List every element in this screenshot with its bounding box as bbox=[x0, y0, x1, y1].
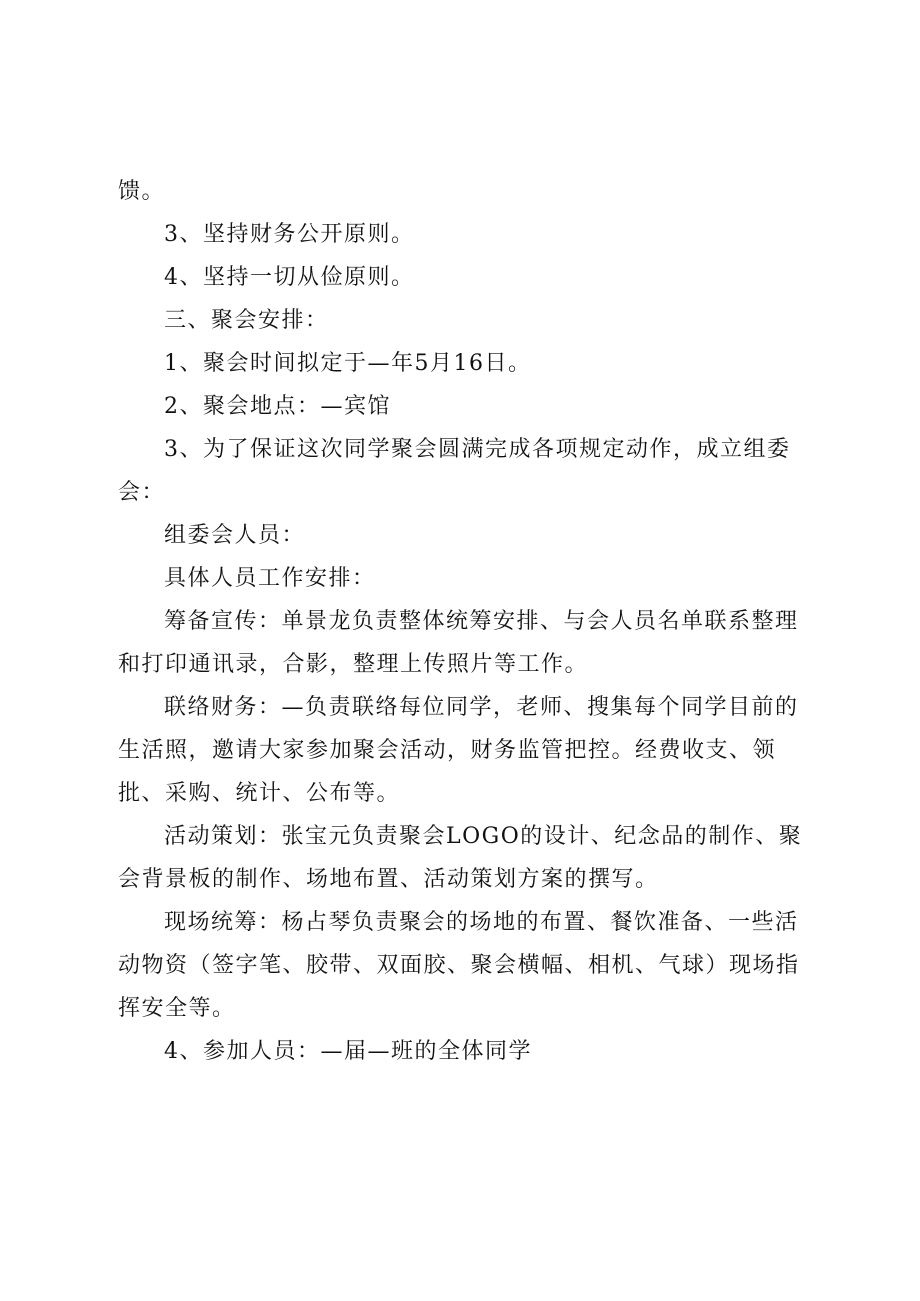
paragraph-committee-members: 组委会人员： bbox=[164, 523, 306, 548]
document-page bbox=[118, 170, 818, 1073]
paragraph-liaison-finance: 联络财务：—负责联络每位同学，老师、搜集每个同学目前的生活照，邀请大家参加聚会活动，财务监管把控。经费收支、领批、采购、统计、公布等。 bbox=[118, 695, 799, 806]
paragraph-committee: 3、为了保证这次同学聚会圆满完成各项规定动作，成立组委会： bbox=[118, 437, 791, 505]
paragraph-onsite-coordination: 现场统筹：杨占琴负责聚会的场地的布置、餐饮准备、一些活动物资（签字笔、胶带、双面胶、聚会横幅、相机、气球）现场指挥安全等。 bbox=[118, 910, 800, 1021]
paragraph-preparation: 筹备宣传：单景龙负责整体统筹安排、与会人员名单联系整理和打印通讯录，合影，整理上传照片等工作。 bbox=[118, 609, 799, 677]
paragraph-time: 1、聚会时间拟定于—年5月16日。 bbox=[164, 351, 532, 376]
paragraph-work-arrangement: 具体人员工作安排： bbox=[164, 566, 376, 591]
paragraph-participants: 4、参加人员：—届—班的全体同学 bbox=[164, 1039, 532, 1064]
paragraph-location: 2、聚会地点：—宾馆 bbox=[164, 394, 391, 419]
paragraph-principle-3: 3、坚持财务公开原则。 bbox=[164, 222, 415, 247]
paragraph-principle-4: 4、坚持一切从俭原则。 bbox=[164, 265, 415, 290]
paragraph-activity-planning: 活动策划：张宝元负责聚会LOGO的设计、纪念品的制作、聚会背景板的制作、场地布置、活动策划方案的撰写。 bbox=[118, 824, 803, 892]
section-heading-arrangement: 三、聚会安排： bbox=[164, 308, 329, 333]
paragraph-continuation: 馈。 bbox=[118, 179, 166, 204]
